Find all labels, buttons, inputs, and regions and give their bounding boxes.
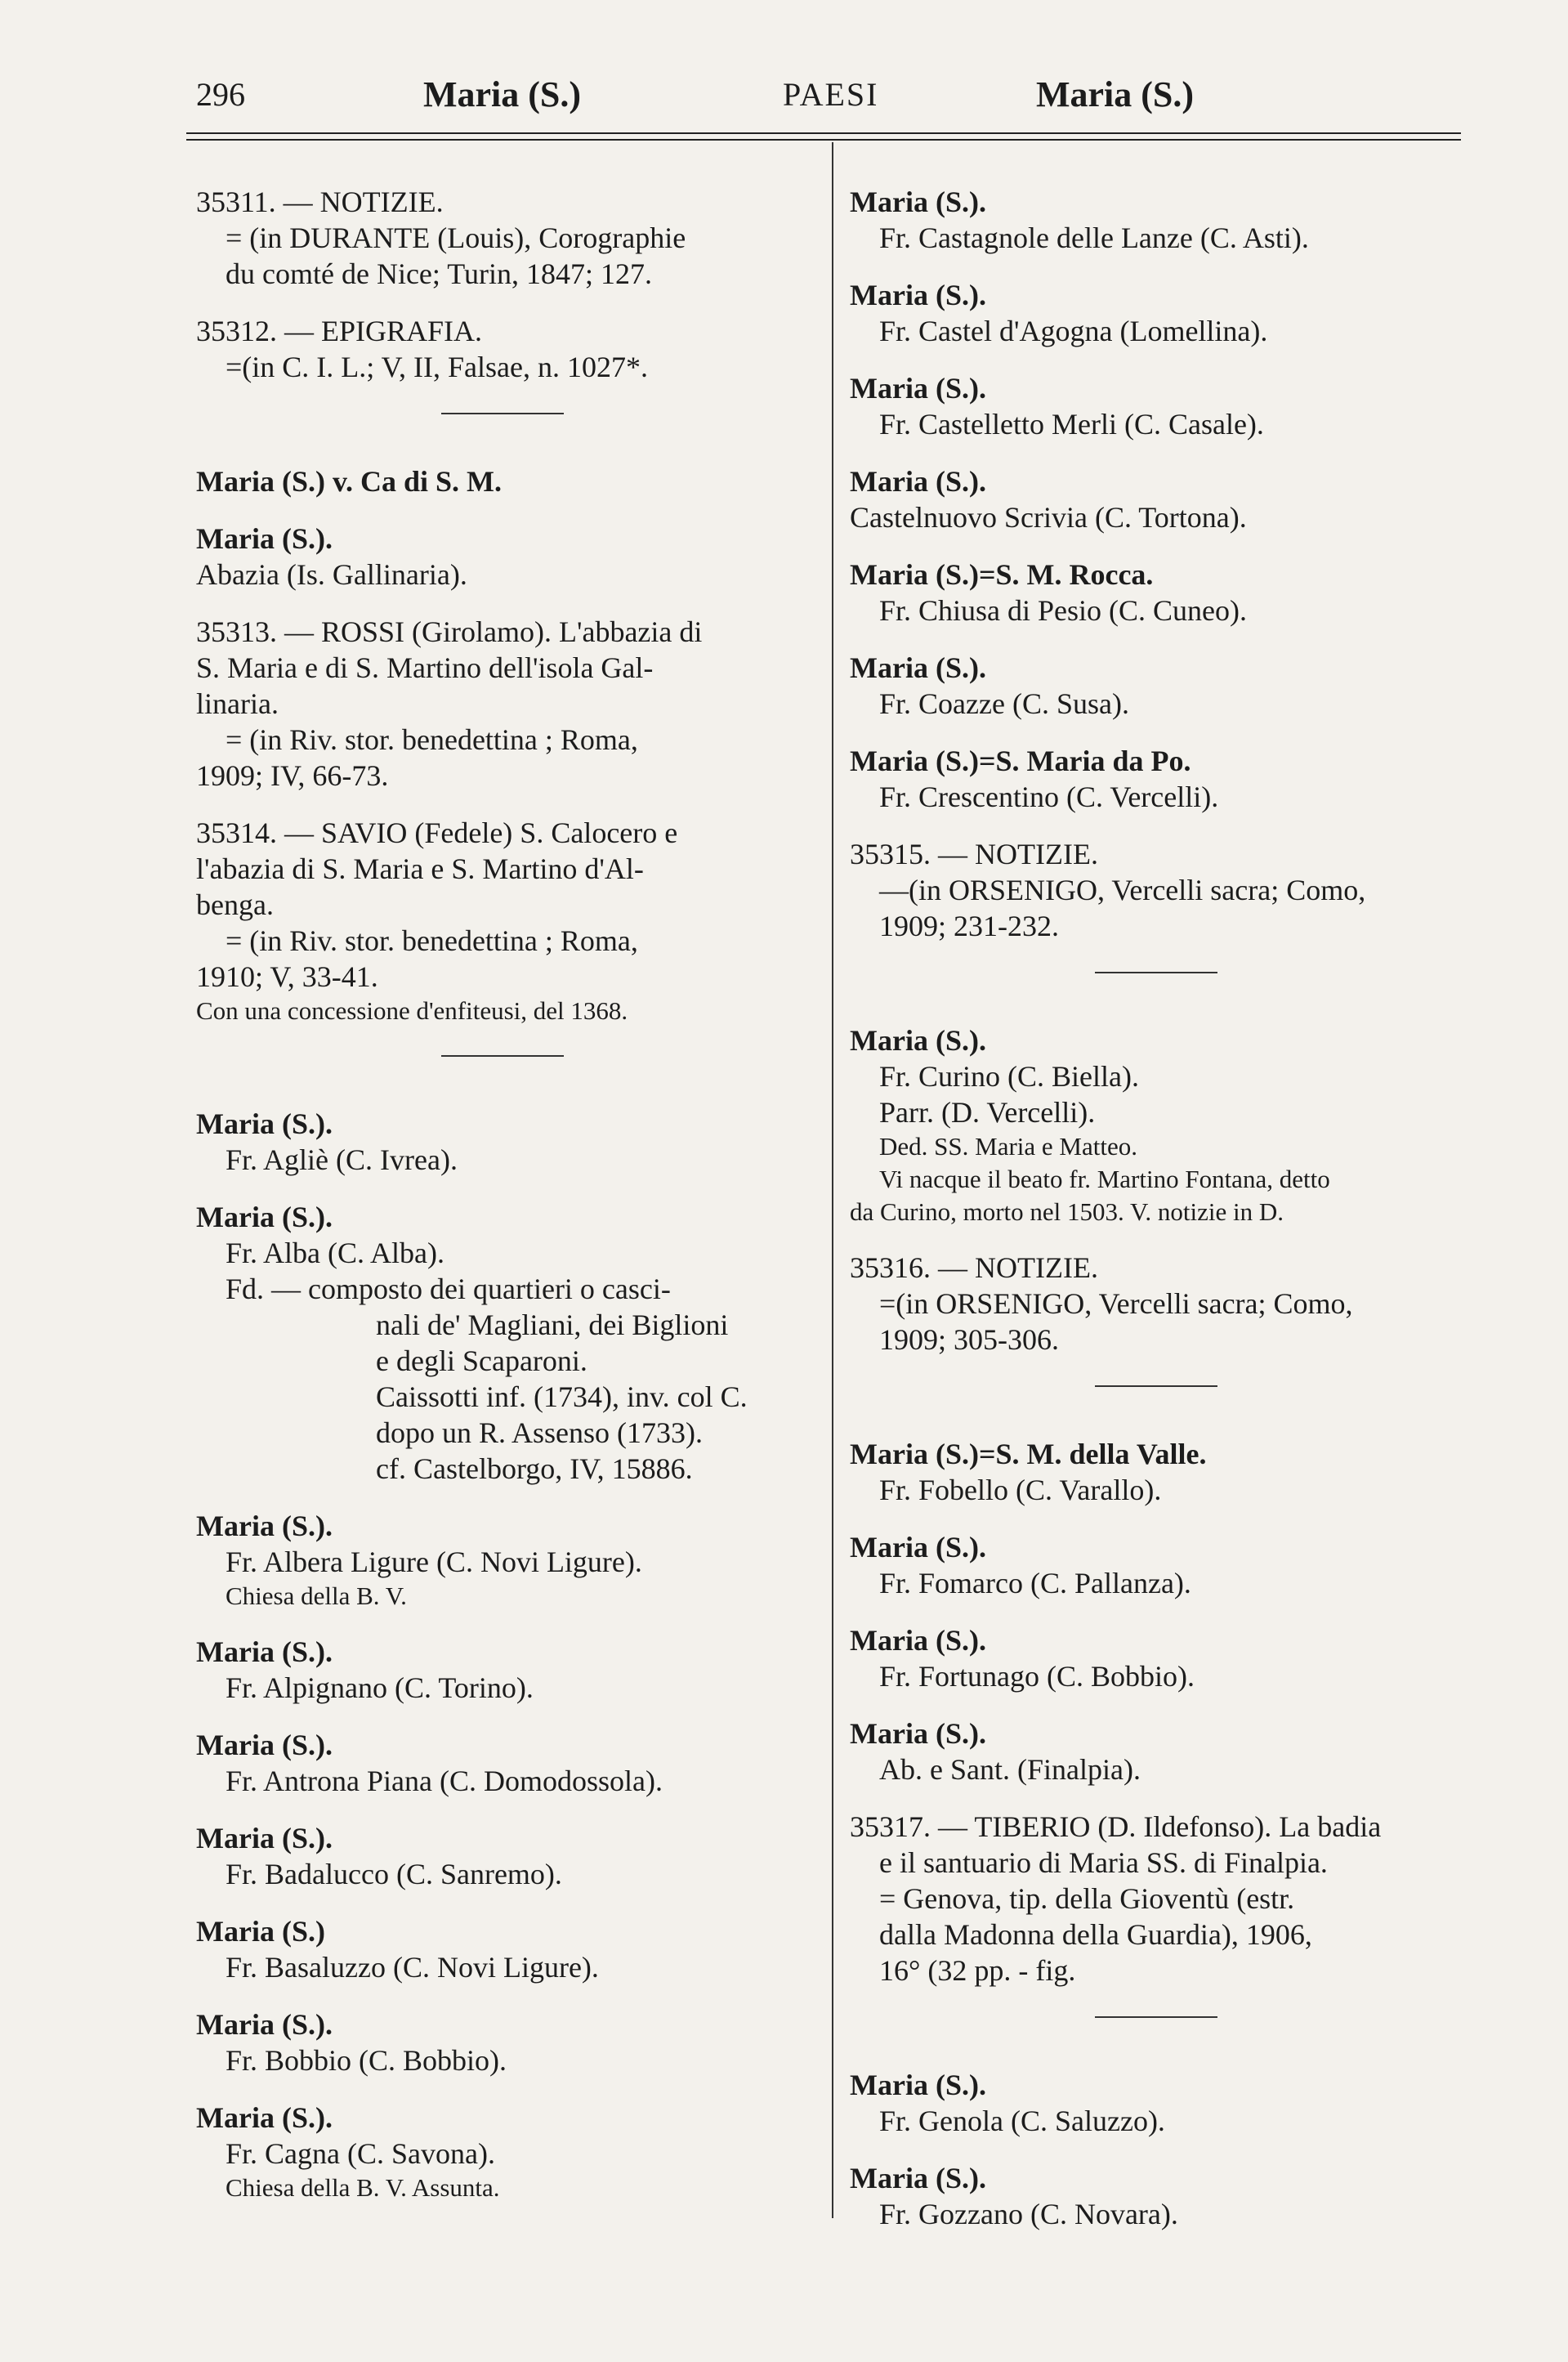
entry-line: Ab. e Sant. (Finalpia).: [879, 1753, 1141, 1786]
entry-line: 35316. — NOTIZIE.: [850, 1251, 1098, 1284]
index-entry: [850, 184, 1454, 256]
page-header: [186, 74, 1461, 126]
entry-line: l'abazia di S. Maria e S. Martino d'Al-: [196, 852, 644, 885]
entry-line: =(in C. I. L.; V, II, Falsae, n. 1027*.: [226, 351, 648, 383]
entry-headword: Maria (S.).: [196, 2008, 333, 2041]
index-entry: [850, 2160, 1454, 2232]
index-entry: [196, 313, 817, 385]
entry-headword: Maria (S.).: [850, 1624, 986, 1657]
index-entry: [850, 650, 1454, 722]
entry-line: Fr. Basaluzzo (C. Novi Ligure).: [226, 1951, 599, 1984]
entry-line: linaria.: [196, 687, 279, 720]
entry-headword: Maria (S.).: [850, 279, 986, 311]
entry-line: dalla Madonna della Guardia), 1906,: [879, 1918, 1312, 1951]
entry-line: Fr. Coazze (C. Susa).: [879, 687, 1129, 720]
entry-line: Vi nacque il beato fr. Martino Fontana, detto: [879, 1165, 1330, 1193]
entry-headword: Maria (S.): [196, 1915, 325, 1948]
entry-line: = Genova, tip. della Gioventù (estr.: [879, 1882, 1295, 1915]
section-separator: [1095, 1385, 1217, 1387]
entry-line: Fd. — composto dei quartieri o casci-: [226, 1273, 671, 1305]
entry-line: = (in DURANTE (Louis), Corographie: [226, 221, 686, 254]
entry-line: 35312. — EPIGRAFIA.: [196, 315, 483, 347]
index-entry: [196, 463, 817, 499]
index-entry: [850, 1529, 1454, 1601]
entry-line: Con una concessione d'enfiteusi, del 1368.: [196, 996, 628, 1025]
entry-line: Fr. Castel d'Agogna (Lomellina).: [879, 315, 1268, 347]
index-entry: [196, 815, 817, 1027]
entry-line: Castelnuovo Scrivia (C. Tortona).: [850, 501, 1247, 534]
index-entry: [850, 2067, 1454, 2139]
left-column: [196, 184, 817, 2226]
index-entry: [850, 1022, 1454, 1228]
entry-headword: Maria (S.).: [196, 1822, 333, 1854]
entry-line: Fr. Agliè (C. Ivrea).: [226, 1143, 458, 1176]
index-entry: [196, 1634, 817, 1706]
entry-headword: Maria (S.)=S. M. della Valle.: [850, 1438, 1207, 1470]
entry-line: Caissotti inf. (1734), inv. col C.: [376, 1380, 748, 1413]
index-entry: [850, 277, 1454, 349]
index-entry: [850, 1622, 1454, 1694]
entry-line: Chiesa della B. V. Assunta.: [226, 2173, 500, 2202]
section-separator: [441, 1055, 564, 1057]
index-entry: [196, 1508, 817, 1613]
entry-headword: Maria (S.).: [196, 1729, 333, 1761]
entry-line: Fr. Castelletto Merli (C. Casale).: [879, 408, 1264, 441]
section-separator: [1095, 2016, 1217, 2018]
entry-headword: Maria (S.).: [850, 1024, 986, 1057]
index-entry: [850, 1809, 1454, 1988]
entry-line: 1909; 305-306.: [879, 1323, 1059, 1356]
entry-line: Fr. Gozzano (C. Novara).: [879, 2198, 1178, 2230]
entry-headword: Maria (S.).: [850, 2069, 986, 2101]
entry-line: e il santuario di Maria SS. di Finalpia.: [879, 1846, 1328, 1879]
entry-line: e degli Scaparoni.: [376, 1344, 587, 1377]
entry-line: dopo un R. Assenso (1733).: [376, 1416, 704, 1449]
index-entry: [196, 2006, 817, 2078]
entry-headword: Maria (S.).: [196, 1510, 333, 1542]
right-column: [850, 184, 1454, 2253]
index-entry: [196, 184, 817, 292]
entry-line: Fr. Alba (C. Alba).: [226, 1237, 444, 1269]
entry-line: Fr. Alpignano (C. Torino).: [226, 1671, 534, 1704]
entry-line: Fr. Fobello (C. Varallo).: [879, 1474, 1162, 1506]
index-entry: [196, 1199, 817, 1487]
index-entry: [196, 2100, 817, 2204]
entry-line: Fr. Badalucco (C. Sanremo).: [226, 1858, 562, 1890]
index-entry: [850, 370, 1454, 442]
entry-headword: Maria (S.).: [850, 186, 986, 218]
entry-headword: Maria (S.).: [196, 1201, 333, 1233]
entry-line: 35313. — ROSSI (Girolamo). L'abbazia di: [196, 615, 703, 648]
entry-line: da Curino, morto nel 1503. V. notizie in D.: [850, 1197, 1284, 1226]
running-head-left: Maria (S.): [423, 74, 582, 114]
section-separator: [441, 413, 564, 414]
index-entry: [196, 1820, 817, 1892]
entry-line: Parr. (D. Vercelli).: [879, 1096, 1096, 1129]
index-entry: [850, 836, 1454, 944]
entry-line: 1910; V, 33-41.: [196, 960, 378, 993]
entry-line: Fr. Bobbio (C. Bobbio).: [226, 2044, 507, 2077]
entry-line: = (in Riv. stor. benedettina ; Roma,: [226, 723, 638, 756]
section-separator: [1095, 972, 1217, 973]
entry-line: Fr. Fortunago (C. Bobbio).: [879, 1660, 1195, 1693]
entry-line: benga.: [196, 888, 274, 921]
entry-line: 1909; 231-232.: [879, 910, 1059, 942]
index-entry: [850, 743, 1454, 815]
entry-line: Fr. Chiusa di Pesio (C. Cuneo).: [879, 594, 1248, 627]
index-entry: [850, 1436, 1454, 1508]
entry-headword: Maria (S.).: [850, 2162, 986, 2194]
running-head-center: PAESI: [783, 76, 879, 113]
entry-line: Fr. Crescentino (C. Vercelli).: [879, 781, 1219, 813]
entry-line: Fr. Castagnole delle Lanze (C. Asti).: [879, 221, 1309, 254]
entry-line: 1909; IV, 66-73.: [196, 759, 389, 792]
entry-headword: Maria (S.)=S. M. Rocca.: [850, 558, 1154, 591]
entry-headword: Maria (S.).: [850, 1531, 986, 1563]
index-entry: [196, 521, 817, 593]
running-head-right: Maria (S.): [1036, 74, 1195, 114]
entry-line: 35315. — NOTIZIE.: [850, 838, 1098, 870]
index-entry: [196, 1913, 817, 1985]
entry-line: Fr. Genola (C. Saluzzo).: [879, 2105, 1165, 2137]
header-rule-double: [186, 139, 1461, 141]
entry-line: 35314. — SAVIO (Fedele) S. Calocero e: [196, 816, 678, 849]
entry-headword: Maria (S.).: [850, 465, 986, 498]
entry-headword: Maria (S.).: [196, 522, 333, 555]
index-entry: [196, 1106, 817, 1178]
index-entry: [850, 1716, 1454, 1787]
entry-line: Chiesa della B. V.: [226, 1581, 407, 1610]
entry-line: = (in Riv. stor. benedettina ; Roma,: [226, 924, 638, 957]
index-entry: [196, 614, 817, 794]
entry-headword: Maria (S.).: [850, 651, 986, 684]
entry-line: cf. Castelborgo, IV, 15886.: [376, 1452, 693, 1485]
index-entry: [196, 1727, 817, 1799]
index-entry: [850, 1250, 1454, 1358]
entry-line: 35311. — NOTIZIE.: [196, 186, 444, 218]
entry-line: Fr. Cagna (C. Savona).: [226, 2137, 495, 2170]
entry-headword: Maria (S.).: [196, 1107, 333, 1140]
index-entry: [850, 463, 1454, 535]
entry-line: 35317. — TIBERIO (D. Ildefonso). La badia: [850, 1810, 1382, 1843]
entry-line: Ded. SS. Maria e Matteo.: [879, 1132, 1137, 1161]
entry-line: nali de' Magliani, dei Biglioni: [376, 1308, 729, 1341]
entry-line: du comté de Nice; Turin, 1847; 127.: [226, 257, 652, 290]
entry-line: Abazia (Is. Gallinaria).: [196, 558, 467, 591]
header-rule: [186, 132, 1461, 134]
entry-headword: Maria (S.).: [850, 1717, 986, 1750]
entry-line: =(in ORSENIGO, Vercelli sacra; Como,: [879, 1287, 1353, 1320]
entry-line: 16° (32 pp. - fig.: [879, 1954, 1076, 1987]
entry-headword: Maria (S.).: [196, 1635, 333, 1668]
entry-headword: Maria (S.) v. Ca di S. M.: [196, 465, 502, 498]
index-entry: [850, 557, 1454, 629]
entry-line: —(in ORSENIGO, Vercelli sacra; Como,: [879, 874, 1366, 906]
page-number: 296: [196, 76, 245, 113]
entry-line: Fr. Antrona Piana (C. Domodossola).: [226, 1765, 663, 1797]
entry-line: Fr. Curino (C. Biella).: [879, 1060, 1139, 1093]
entry-headword: Maria (S.)=S. Maria da Po.: [850, 745, 1191, 777]
entry-line: S. Maria e di S. Martino dell'isola Gal-: [196, 651, 654, 684]
entry-line: Fr. Fomarco (C. Pallanza).: [879, 1567, 1191, 1599]
entry-headword: Maria (S.).: [850, 372, 986, 405]
entry-headword: Maria (S.).: [196, 2101, 333, 2134]
column-divider: [832, 142, 833, 2218]
entry-line: Fr. Albera Ligure (C. Novi Ligure).: [226, 1546, 642, 1578]
